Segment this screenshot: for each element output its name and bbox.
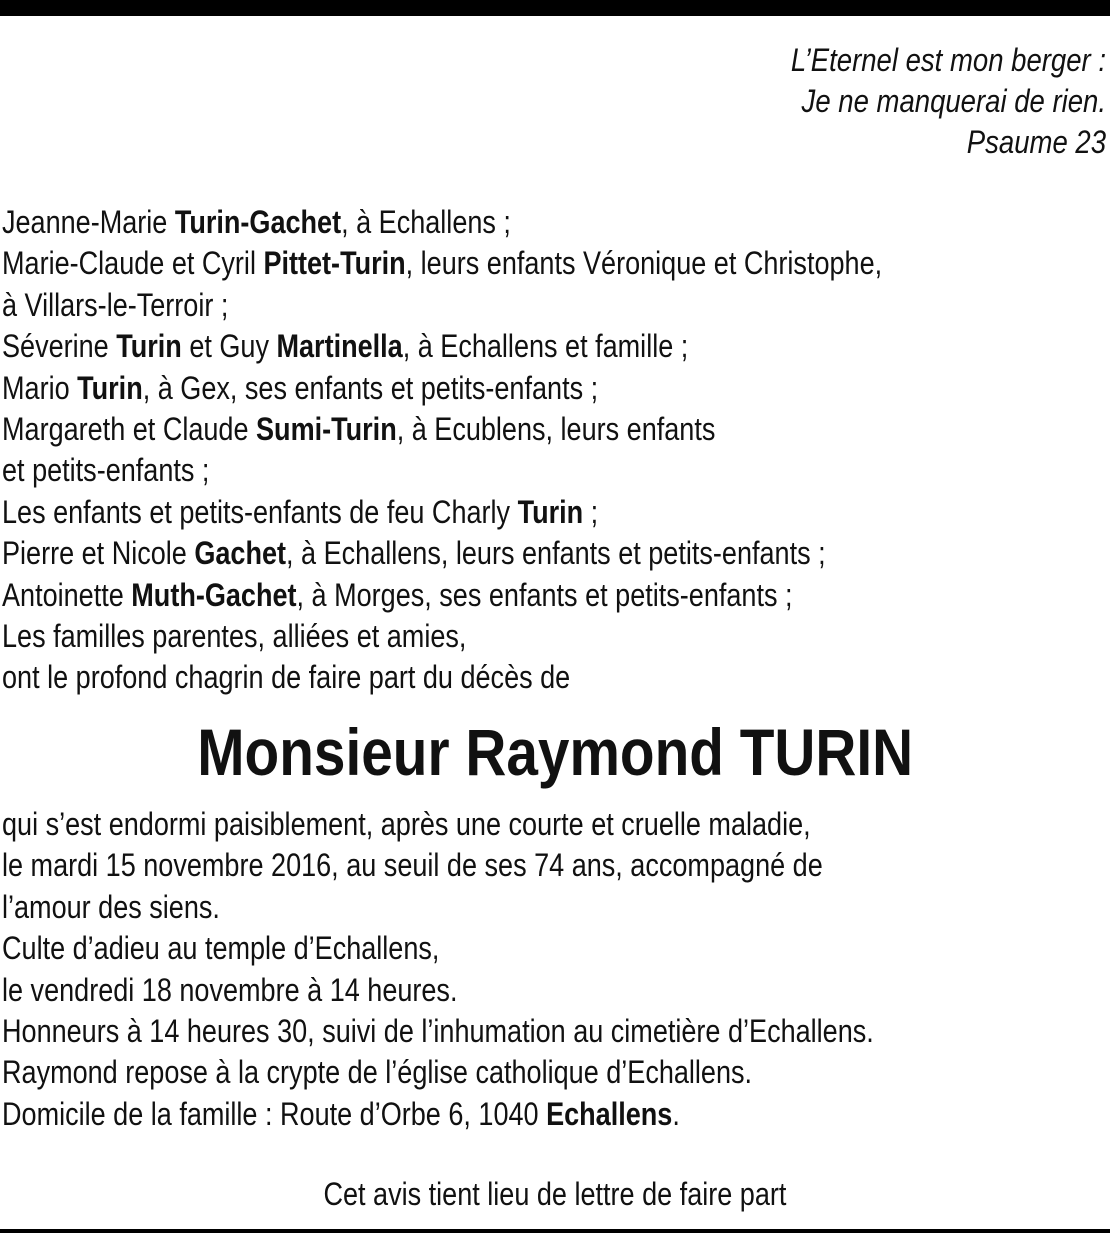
- verse-line: L’Eternel est mon berger :: [790, 42, 1106, 78]
- family-surname: Muth-Gachet: [131, 576, 297, 613]
- family-surname: Turin: [517, 493, 584, 530]
- family-line: Margareth et Claude Sumi-Turin, à Ecublens, leurs enfants: [2, 411, 716, 448]
- family-surname: Sumi-Turin: [256, 411, 397, 448]
- detail-line: l’amour des siens.: [2, 888, 220, 925]
- domicile-town: Echallens: [546, 1095, 673, 1132]
- bottom-border-rule: [0, 1229, 1110, 1233]
- family-line: Marie-Claude et Cyril Pittet-Turin, leurs enfants Véronique et Christophe,: [2, 245, 883, 282]
- detail-line: le vendredi 18 novembre à 14 heures.: [2, 971, 458, 1008]
- family-line: Mario Turin, à Gex, ses enfants et petits-enfants ;: [2, 369, 599, 406]
- family-line: Les familles parentes, alliées et amies,: [2, 618, 467, 655]
- funeral-details: [2, 804, 1101, 1135]
- family-surname: Turin: [77, 369, 143, 406]
- family-surname: Turin-Gachet: [174, 204, 342, 240]
- detail-line: Raymond repose à la crypte de l’église catholique d’Echallens.: [2, 1054, 753, 1091]
- detail-line: qui s’est endormi paisiblement, après une courte et cruelle maladie,: [2, 806, 811, 842]
- family-surname: Pittet-Turin: [263, 245, 406, 282]
- top-border-rule: [0, 0, 1110, 16]
- footer-note: Cet avis tient lieu de lettre de faire part: [323, 1176, 787, 1212]
- verse-line: Je ne manquerai de rien.: [801, 83, 1106, 119]
- family-line: Antoinette Muth-Gachet, à Morges, ses enfants et petits-enfants ;: [2, 576, 793, 613]
- family-line: à Villars-le-Terroir ;: [2, 286, 229, 323]
- psalm-verse: [504, 40, 1106, 163]
- domicile-line: Domicile de la famille : Route d’Orbe 6, 1040 Echallens.: [2, 1095, 680, 1132]
- detail-line: Honneurs à 14 heures 30, suivi de l’inhumation au cimetière d’Echallens.: [2, 1013, 874, 1050]
- detail-line: le mardi 15 novembre 2016, au seuil de ses 74 ans, accompagné de: [2, 847, 823, 884]
- family-surname: Turin: [116, 328, 182, 365]
- family-surname: Gachet: [194, 535, 287, 572]
- detail-line: Culte d’adieu au temple d’Echallens,: [2, 930, 440, 967]
- family-line: Jeanne-Marie Turin-Gachet, à Echallens ;: [2, 204, 511, 240]
- family-line: Pierre et Nicole Gachet, à Echallens, leurs enfants et petits-enfants ;: [2, 535, 826, 572]
- family-line: ont le profond chagrin de faire part du décès de: [2, 659, 571, 696]
- family-list: [2, 202, 1101, 699]
- family-surname: Martinella: [276, 328, 403, 365]
- deceased-name: Monsieur Raymond TURIN: [197, 715, 913, 789]
- verse-source: Psaume 23: [966, 124, 1106, 160]
- family-line: et petits-enfants ;: [2, 452, 210, 489]
- family-line: Les enfants et petits-enfants de feu Charly Turin ;: [2, 493, 599, 530]
- family-line: Séverine Turin et Guy Martinella, à Echallens et famille ;: [2, 328, 689, 365]
